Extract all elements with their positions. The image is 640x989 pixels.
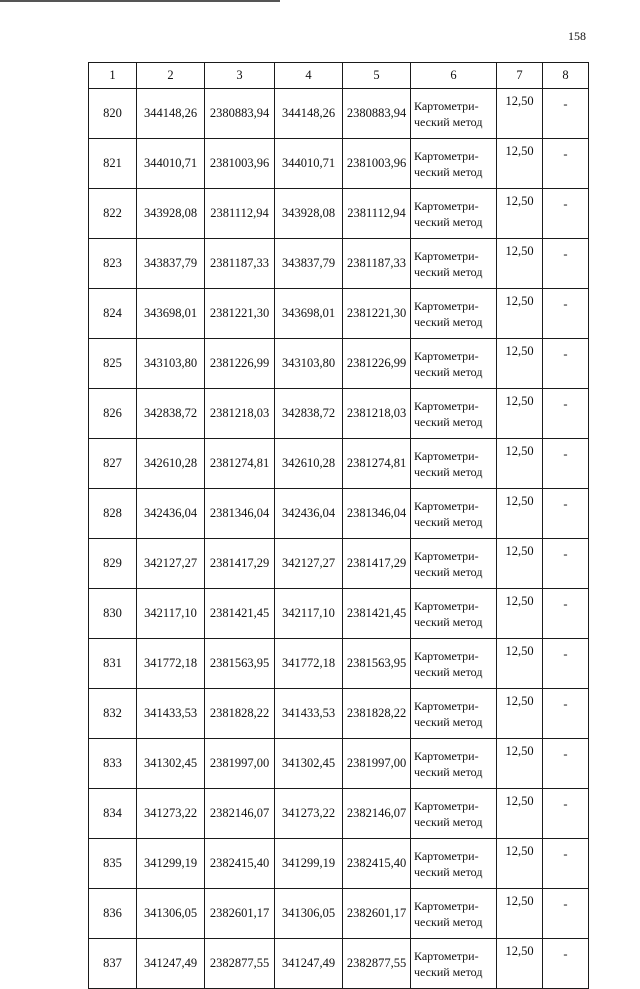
method-line-1: Картометри- (414, 648, 479, 663)
method-line-1: Картометри- (414, 148, 479, 163)
coord-x-cell: 342117,10 (137, 589, 205, 639)
method-cell (411, 939, 497, 989)
table-row (89, 939, 589, 989)
coord-y-new-cell: 2381563,95 (343, 639, 411, 689)
note-cell: - (543, 889, 589, 939)
point-number-cell: 825 (89, 339, 137, 389)
coord-y-new-cell: 2381226,99 (343, 339, 411, 389)
note-cell: - (543, 239, 589, 289)
coord-x-cell: 343103,80 (137, 339, 205, 389)
method-line-2: ческий метод (414, 214, 483, 229)
coord-x-cell: 342838,72 (137, 389, 205, 439)
coord-x-cell: 342127,27 (137, 539, 205, 589)
method-line-2: ческий метод (414, 414, 483, 429)
method-line-2: ческий метод (414, 964, 483, 979)
method-cell (411, 489, 497, 539)
accuracy-cell: 12,50 (497, 839, 543, 889)
coord-y-cell: 2381563,95 (205, 639, 275, 689)
coord-y-new-cell: 2381421,45 (343, 589, 411, 639)
note-cell: - (543, 589, 589, 639)
method-line-1: Картометри- (414, 898, 479, 913)
coord-x-cell: 343928,08 (137, 189, 205, 239)
coord-y-cell: 2381226,99 (205, 339, 275, 389)
point-number-cell: 837 (89, 939, 137, 989)
point-number-cell: 826 (89, 389, 137, 439)
coord-x-new-cell: 343103,80 (275, 339, 343, 389)
method-cell (411, 289, 497, 339)
coord-x-new-cell: 342838,72 (275, 389, 343, 439)
point-number-cell: 829 (89, 539, 137, 589)
coord-x-new-cell: 341302,45 (275, 739, 343, 789)
method-line-1: Картометри- (414, 798, 479, 813)
coord-y-new-cell: 2381997,00 (343, 739, 411, 789)
point-number-cell: 830 (89, 589, 137, 639)
coord-y-new-cell: 2381274,81 (343, 439, 411, 489)
method-cell (411, 589, 497, 639)
coord-y-new-cell: 2380883,94 (343, 89, 411, 139)
coord-x-cell: 342610,28 (137, 439, 205, 489)
method-line-1: Картометри- (414, 748, 479, 763)
accuracy-cell: 12,50 (497, 139, 543, 189)
column-header: 6 (411, 63, 497, 89)
coord-x-cell: 341273,22 (137, 789, 205, 839)
coord-x-new-cell: 342436,04 (275, 489, 343, 539)
method-line-2: ческий метод (414, 164, 483, 179)
accuracy-cell: 12,50 (497, 789, 543, 839)
method-line-1: Картометри- (414, 698, 479, 713)
note-cell: - (543, 689, 589, 739)
method-line-2: ческий метод (414, 114, 483, 129)
table-row (89, 889, 589, 939)
point-number-cell: 822 (89, 189, 137, 239)
point-number-cell: 836 (89, 889, 137, 939)
method-line-2: ческий метод (414, 464, 483, 479)
accuracy-cell: 12,50 (497, 189, 543, 239)
method-cell (411, 689, 497, 739)
table-row (89, 689, 589, 739)
coord-y-cell: 2381218,03 (205, 389, 275, 439)
method-line-2: ческий метод (414, 914, 483, 929)
coord-y-cell: 2382146,07 (205, 789, 275, 839)
accuracy-cell: 12,50 (497, 289, 543, 339)
coord-y-cell: 2381346,04 (205, 489, 275, 539)
point-number-cell: 820 (89, 89, 137, 139)
accuracy-cell: 12,50 (497, 939, 543, 989)
method-line-2: ческий метод (414, 864, 483, 879)
table-row (89, 639, 589, 689)
table-row (89, 389, 589, 439)
coord-y-cell: 2381417,29 (205, 539, 275, 589)
accuracy-cell: 12,50 (497, 489, 543, 539)
point-number-cell: 823 (89, 239, 137, 289)
coord-x-cell: 343698,01 (137, 289, 205, 339)
table-row (89, 539, 589, 589)
table-row (89, 289, 589, 339)
method-cell (411, 189, 497, 239)
accuracy-cell: 12,50 (497, 239, 543, 289)
coord-y-new-cell: 2382601,17 (343, 889, 411, 939)
note-cell: - (543, 339, 589, 389)
coord-x-cell: 341247,49 (137, 939, 205, 989)
method-cell (411, 389, 497, 439)
point-number-cell: 835 (89, 839, 137, 889)
coord-y-cell: 2381274,81 (205, 439, 275, 489)
column-header: 5 (343, 63, 411, 89)
coord-x-new-cell: 344148,26 (275, 89, 343, 139)
table-row (89, 439, 589, 489)
coord-y-new-cell: 2382877,55 (343, 939, 411, 989)
point-number-cell: 828 (89, 489, 137, 539)
method-cell (411, 339, 497, 389)
note-cell: - (543, 289, 589, 339)
method-line-2: ческий метод (414, 264, 483, 279)
method-line-2: ческий метод (414, 314, 483, 329)
method-line-1: Картометри- (414, 198, 479, 213)
table-header-row (89, 63, 589, 89)
method-cell (411, 439, 497, 489)
method-line-2: ческий метод (414, 664, 483, 679)
accuracy-cell: 12,50 (497, 739, 543, 789)
accuracy-cell: 12,50 (497, 89, 543, 139)
method-cell (411, 139, 497, 189)
coord-x-cell: 344010,71 (137, 139, 205, 189)
note-cell: - (543, 539, 589, 589)
method-line-2: ческий метод (414, 514, 483, 529)
note-cell: - (543, 939, 589, 989)
column-header: 2 (137, 63, 205, 89)
coord-y-new-cell: 2381417,29 (343, 539, 411, 589)
coord-y-new-cell: 2381218,03 (343, 389, 411, 439)
method-cell (411, 239, 497, 289)
coord-y-cell: 2381421,45 (205, 589, 275, 639)
note-cell: - (543, 489, 589, 539)
coord-x-cell: 341772,18 (137, 639, 205, 689)
method-line-1: Картометри- (414, 598, 479, 613)
method-line-2: ческий метод (414, 364, 483, 379)
coord-y-cell: 2381003,96 (205, 139, 275, 189)
method-line-2: ческий метод (414, 614, 483, 629)
note-cell: - (543, 639, 589, 689)
column-header: 7 (497, 63, 543, 89)
coord-x-new-cell: 341433,53 (275, 689, 343, 739)
note-cell: - (543, 739, 589, 789)
point-number-cell: 824 (89, 289, 137, 339)
method-line-2: ческий метод (414, 814, 483, 829)
method-cell (411, 839, 497, 889)
method-line-1: Картометри- (414, 948, 479, 963)
coord-y-cell: 2380883,94 (205, 89, 275, 139)
column-header: 3 (205, 63, 275, 89)
coord-x-cell: 343837,79 (137, 239, 205, 289)
table-row (89, 789, 589, 839)
coord-x-cell: 341433,53 (137, 689, 205, 739)
coord-x-new-cell: 341306,05 (275, 889, 343, 939)
coord-y-new-cell: 2382415,40 (343, 839, 411, 889)
coord-y-new-cell: 2381003,96 (343, 139, 411, 189)
coord-y-cell: 2382601,17 (205, 889, 275, 939)
method-line-1: Картометри- (414, 98, 479, 113)
method-line-1: Картометри- (414, 848, 479, 863)
note-cell: - (543, 139, 589, 189)
coord-x-new-cell: 342127,27 (275, 539, 343, 589)
table-row (89, 239, 589, 289)
point-number-cell: 827 (89, 439, 137, 489)
coord-y-cell: 2382415,40 (205, 839, 275, 889)
method-cell (411, 789, 497, 839)
accuracy-cell: 12,50 (497, 439, 543, 489)
coord-x-cell: 344148,26 (137, 89, 205, 139)
coord-x-new-cell: 341247,49 (275, 939, 343, 989)
coord-x-new-cell: 344010,71 (275, 139, 343, 189)
coord-y-cell: 2382877,55 (205, 939, 275, 989)
coord-y-new-cell: 2381346,04 (343, 489, 411, 539)
page-number: 158 (568, 29, 586, 43)
accuracy-cell: 12,50 (497, 589, 543, 639)
method-line-1: Картометри- (414, 498, 479, 513)
point-number-cell: 821 (89, 139, 137, 189)
table-row (89, 839, 589, 889)
column-header: 1 (89, 63, 137, 89)
column-header: 4 (275, 63, 343, 89)
point-number-cell: 831 (89, 639, 137, 689)
table-row (89, 589, 589, 639)
accuracy-cell: 12,50 (497, 539, 543, 589)
table-row (89, 339, 589, 389)
method-cell (411, 89, 497, 139)
coord-x-new-cell: 342610,28 (275, 439, 343, 489)
method-cell (411, 539, 497, 589)
point-number-cell: 833 (89, 739, 137, 789)
coord-y-new-cell: 2382146,07 (343, 789, 411, 839)
coord-x-new-cell: 341273,22 (275, 789, 343, 839)
note-cell: - (543, 839, 589, 889)
coord-x-new-cell: 343928,08 (275, 189, 343, 239)
table-row (89, 89, 589, 139)
coord-y-cell: 2381828,22 (205, 689, 275, 739)
coord-y-new-cell: 2381187,33 (343, 239, 411, 289)
coord-y-cell: 2381187,33 (205, 239, 275, 289)
coord-x-cell: 341302,45 (137, 739, 205, 789)
method-line-1: Картометри- (414, 348, 479, 363)
method-cell (411, 889, 497, 939)
column-header: 8 (543, 63, 589, 89)
coord-x-cell: 341306,05 (137, 889, 205, 939)
coord-x-new-cell: 343698,01 (275, 289, 343, 339)
accuracy-cell: 12,50 (497, 389, 543, 439)
coord-y-new-cell: 2381221,30 (343, 289, 411, 339)
table-row (89, 189, 589, 239)
method-line-1: Картометри- (414, 298, 479, 313)
coord-y-cell: 2381221,30 (205, 289, 275, 339)
point-number-cell: 832 (89, 689, 137, 739)
coord-y-new-cell: 2381112,94 (343, 189, 411, 239)
accuracy-cell: 12,50 (497, 339, 543, 389)
coord-x-cell: 342436,04 (137, 489, 205, 539)
method-line-2: ческий метод (414, 764, 483, 779)
coord-x-cell: 341299,19 (137, 839, 205, 889)
accuracy-cell: 12,50 (497, 639, 543, 689)
accuracy-cell: 12,50 (497, 689, 543, 739)
note-cell: - (543, 189, 589, 239)
coord-x-new-cell: 341772,18 (275, 639, 343, 689)
accuracy-cell: 12,50 (497, 889, 543, 939)
note-cell: - (543, 789, 589, 839)
top-rule (0, 0, 280, 2)
note-cell: - (543, 389, 589, 439)
coord-y-cell: 2381112,94 (205, 189, 275, 239)
coordinates-table (88, 62, 589, 989)
method-line-2: ческий метод (414, 714, 483, 729)
coord-x-new-cell: 342117,10 (275, 589, 343, 639)
table-row (89, 489, 589, 539)
note-cell: - (543, 89, 589, 139)
coord-x-new-cell: 343837,79 (275, 239, 343, 289)
coord-y-cell: 2381997,00 (205, 739, 275, 789)
coord-y-new-cell: 2381828,22 (343, 689, 411, 739)
method-line-1: Картометри- (414, 448, 479, 463)
point-number-cell: 834 (89, 789, 137, 839)
method-line-1: Картометри- (414, 248, 479, 263)
table-row (89, 739, 589, 789)
method-cell (411, 739, 497, 789)
method-line-1: Картометри- (414, 398, 479, 413)
coord-x-new-cell: 341299,19 (275, 839, 343, 889)
method-cell (411, 639, 497, 689)
method-line-1: Картометри- (414, 548, 479, 563)
table-row (89, 139, 589, 189)
method-line-2: ческий метод (414, 564, 483, 579)
note-cell: - (543, 439, 589, 489)
